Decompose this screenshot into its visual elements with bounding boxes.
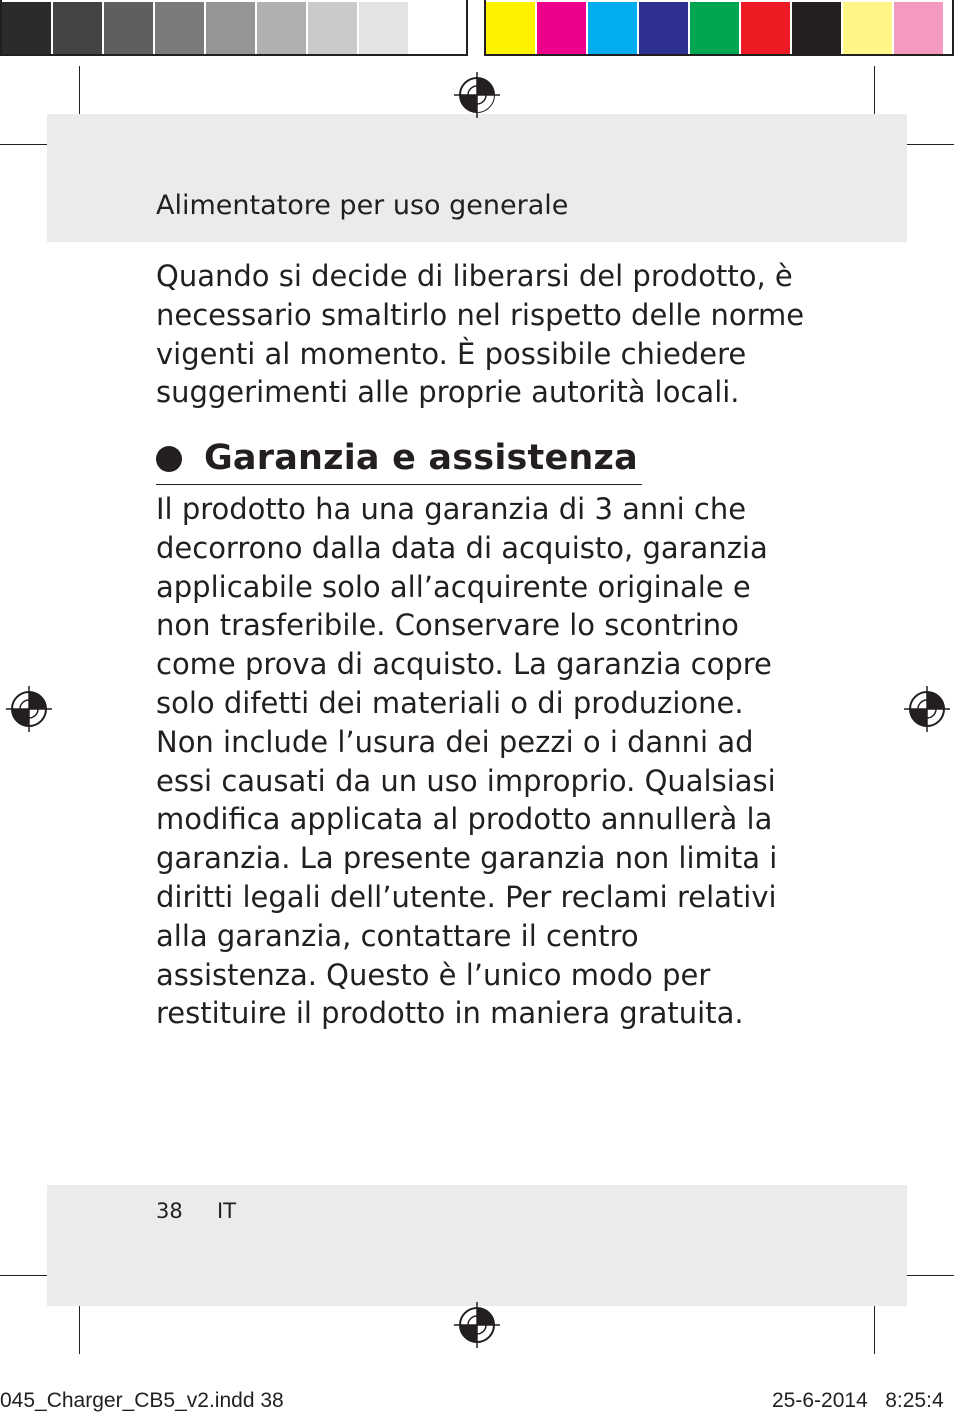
registration-mark-top-icon — [454, 72, 500, 118]
section-heading — [156, 432, 642, 485]
disposal-paragraph: Quando si decide di liberarsi del prodotto, è necessario smaltirlo nel rispetto delle norme vigenti al momento. È possibile chiedere suggerimenti alle proprie autorità locali. — [156, 259, 805, 410]
color-swatch-4 — [639, 2, 688, 54]
gray-swatch-8 — [359, 2, 408, 54]
registration-mark-bottom-icon — [454, 1302, 500, 1348]
color-swatch-3 — [588, 2, 637, 54]
section-heading-text: Garanzia e assistenza — [204, 438, 638, 478]
language-code: IT — [217, 1199, 237, 1223]
slug-timestamp: 25-6-2014 8:25:4 — [772, 1389, 944, 1412]
color-swatch-7 — [792, 2, 841, 54]
color-swatch-5 — [690, 2, 739, 54]
warranty-paragraph: Il prodotto ha una garanzia di 3 anni che decorrono dalla data di acquisto, garanzia applicabile solo all’acquirente originale e non trasferibile. Conservare lo scontrino come prova di acquisto. La garanzia copre solo difetti dei materiali o di produzione. Non include l’usura dei pezzi o i danni ad essi causati da un uso improprio. Qualsiasi modifica applicata al prodotto annullerà la garanzia. La presente garanzia non limita i diritti legali dell’utente. Per reclami relativi alla garanzia, contattare il centro assistenza. Questo è l’unico modo per restituire il prodotto in maniera gratuita. — [156, 492, 778, 1031]
page-number: 38 — [156, 1199, 183, 1223]
color-swatch-2 — [537, 2, 586, 54]
slug-file-name: 045_Charger_CB5_v2.indd 38 — [0, 1389, 284, 1412]
registration-mark-right-icon — [904, 686, 950, 732]
gray-swatch-6 — [257, 2, 306, 54]
gray-swatch-7 — [308, 2, 357, 54]
crop-mark-bottom-left-vertical — [79, 1298, 80, 1354]
grayscale-color-bar — [0, 0, 468, 56]
crop-mark-bottom-right-vertical — [874, 1298, 875, 1354]
gray-swatch-9 — [410, 2, 459, 54]
gray-swatch-2 — [53, 2, 102, 54]
gray-swatch-3 — [104, 2, 153, 54]
color-swatch-9 — [894, 2, 943, 54]
gray-swatch-1 — [2, 2, 51, 54]
color-swatch-6 — [741, 2, 790, 54]
process-color-bar — [484, 0, 954, 56]
gray-swatch-5 — [206, 2, 255, 54]
color-swatch-8 — [843, 2, 892, 54]
running-header-title: Alimentatore per uso generale — [156, 190, 569, 221]
gray-swatch-4 — [155, 2, 204, 54]
color-swatch-1 — [486, 2, 535, 54]
registration-mark-left-icon — [6, 686, 52, 732]
bullet-icon — [156, 446, 182, 472]
